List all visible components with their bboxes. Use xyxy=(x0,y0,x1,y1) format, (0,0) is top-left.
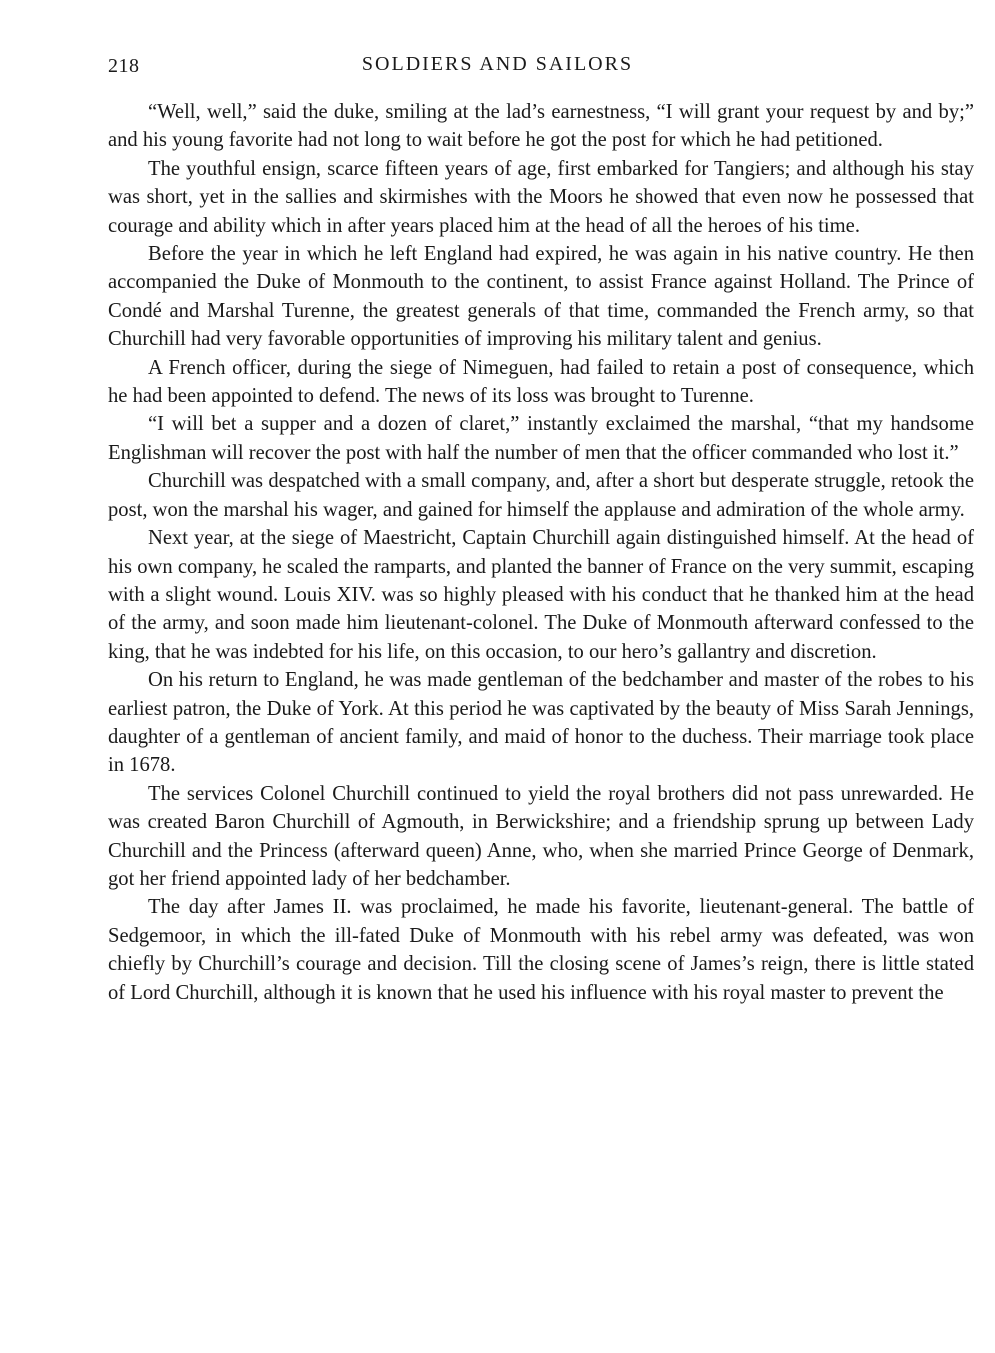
page-number: 218 xyxy=(108,55,140,77)
paragraph: The day after James II. was proclaimed, he made his favorite, lieutenant-general. The battle of Sedgemoor, in which the ill-fated Duke of Monmouth with his rebel army was defeated, was won chiefly by Churchill’s courage and decision. Till the closing scene of James’s reign, there is little stated of Lord Churchill, although it is known that he used his influence with his royal master to prevent the xyxy=(108,896,974,1004)
paragraph: The youthful ensign, scarce fifteen years of age, first embarked for Tangiers; and although his stay was short, yet in the sallies and skirmishes with the Moors he showed that even now he possessed that courage and ability which in after years placed him at the head of all the heroes of his time. xyxy=(108,157,974,237)
paragraph: “Well, well,” said the duke, smiling at the lad’s earnestness, “I will grant your request by and by;” and his young favorite had not long to wait before he got the post for which he had petitioned. xyxy=(108,101,974,152)
paragraph: “I will bet a supper and a dozen of claret,” instantly exclaimed the marshal, “that my handsome Englishman will recover the post with half the number of men that the officer commanded who lost it.” xyxy=(108,413,974,464)
paragraph: On his return to England, he was made gentleman of the bedchamber and master of the robes to his earliest patron, the Duke of York. At this period he was captivated by the beauty of Miss Sarah Jennings, daughter of a gentleman of ancient family, and maid of honor to the duchess. Their marriage took place in 1678. xyxy=(108,669,974,777)
paragraph: Churchill was despatched with a small company, and, after a short but desperate struggle, retook the post, won the marshal his wager, and gained for himself the applause and admiration of the whole army. xyxy=(108,470,974,521)
paragraph: The services Colonel Churchill continued to yield the royal brothers did not pass unrewarded. He was created Baron Churchill of Agmouth, in Berwickshire; and a friendship sprung up between Lady Churchill and the Princess (afterward queen) Anne, who, when she married Prince George of Denmark, got her friend appointed lady of her bedchamber. xyxy=(108,782,974,890)
body-text xyxy=(108,98,974,1007)
running-head: SOLDIERS AND SAILORS xyxy=(361,53,634,75)
paragraph: A French officer, during the siege of Nimeguen, had failed to retain a post of consequence, which he had been appointed to defend. The news of its loss was brought to Turenne. xyxy=(108,356,974,408)
paragraph: Next year, at the siege of Maestricht, Captain Churchill again distinguished himself. At the head of his own company, he scaled the ramparts, and planted the banner of France on the very summit, escaping with a slight wound. Louis XIV. was so highly pleased with his conduct that he thanked him at the head of the army, and soon made him lieutenant-colonel. The Duke of Monmouth afterward confessed to the king, that he was indebted for his life, on this occasion, to our hero’s gallantry and discretion. xyxy=(108,527,974,663)
paragraph: Before the year in which he left England had expired, he was again in his native country. He then accompanied the Duke of Monmouth to the continent, to assist France against Holland. The Prince of Condé and Marshal Turenne, the greatest generals of that time, commanded the French army, so that Churchill had very favorable opportunities of improving his military talent and genius. xyxy=(108,243,974,351)
